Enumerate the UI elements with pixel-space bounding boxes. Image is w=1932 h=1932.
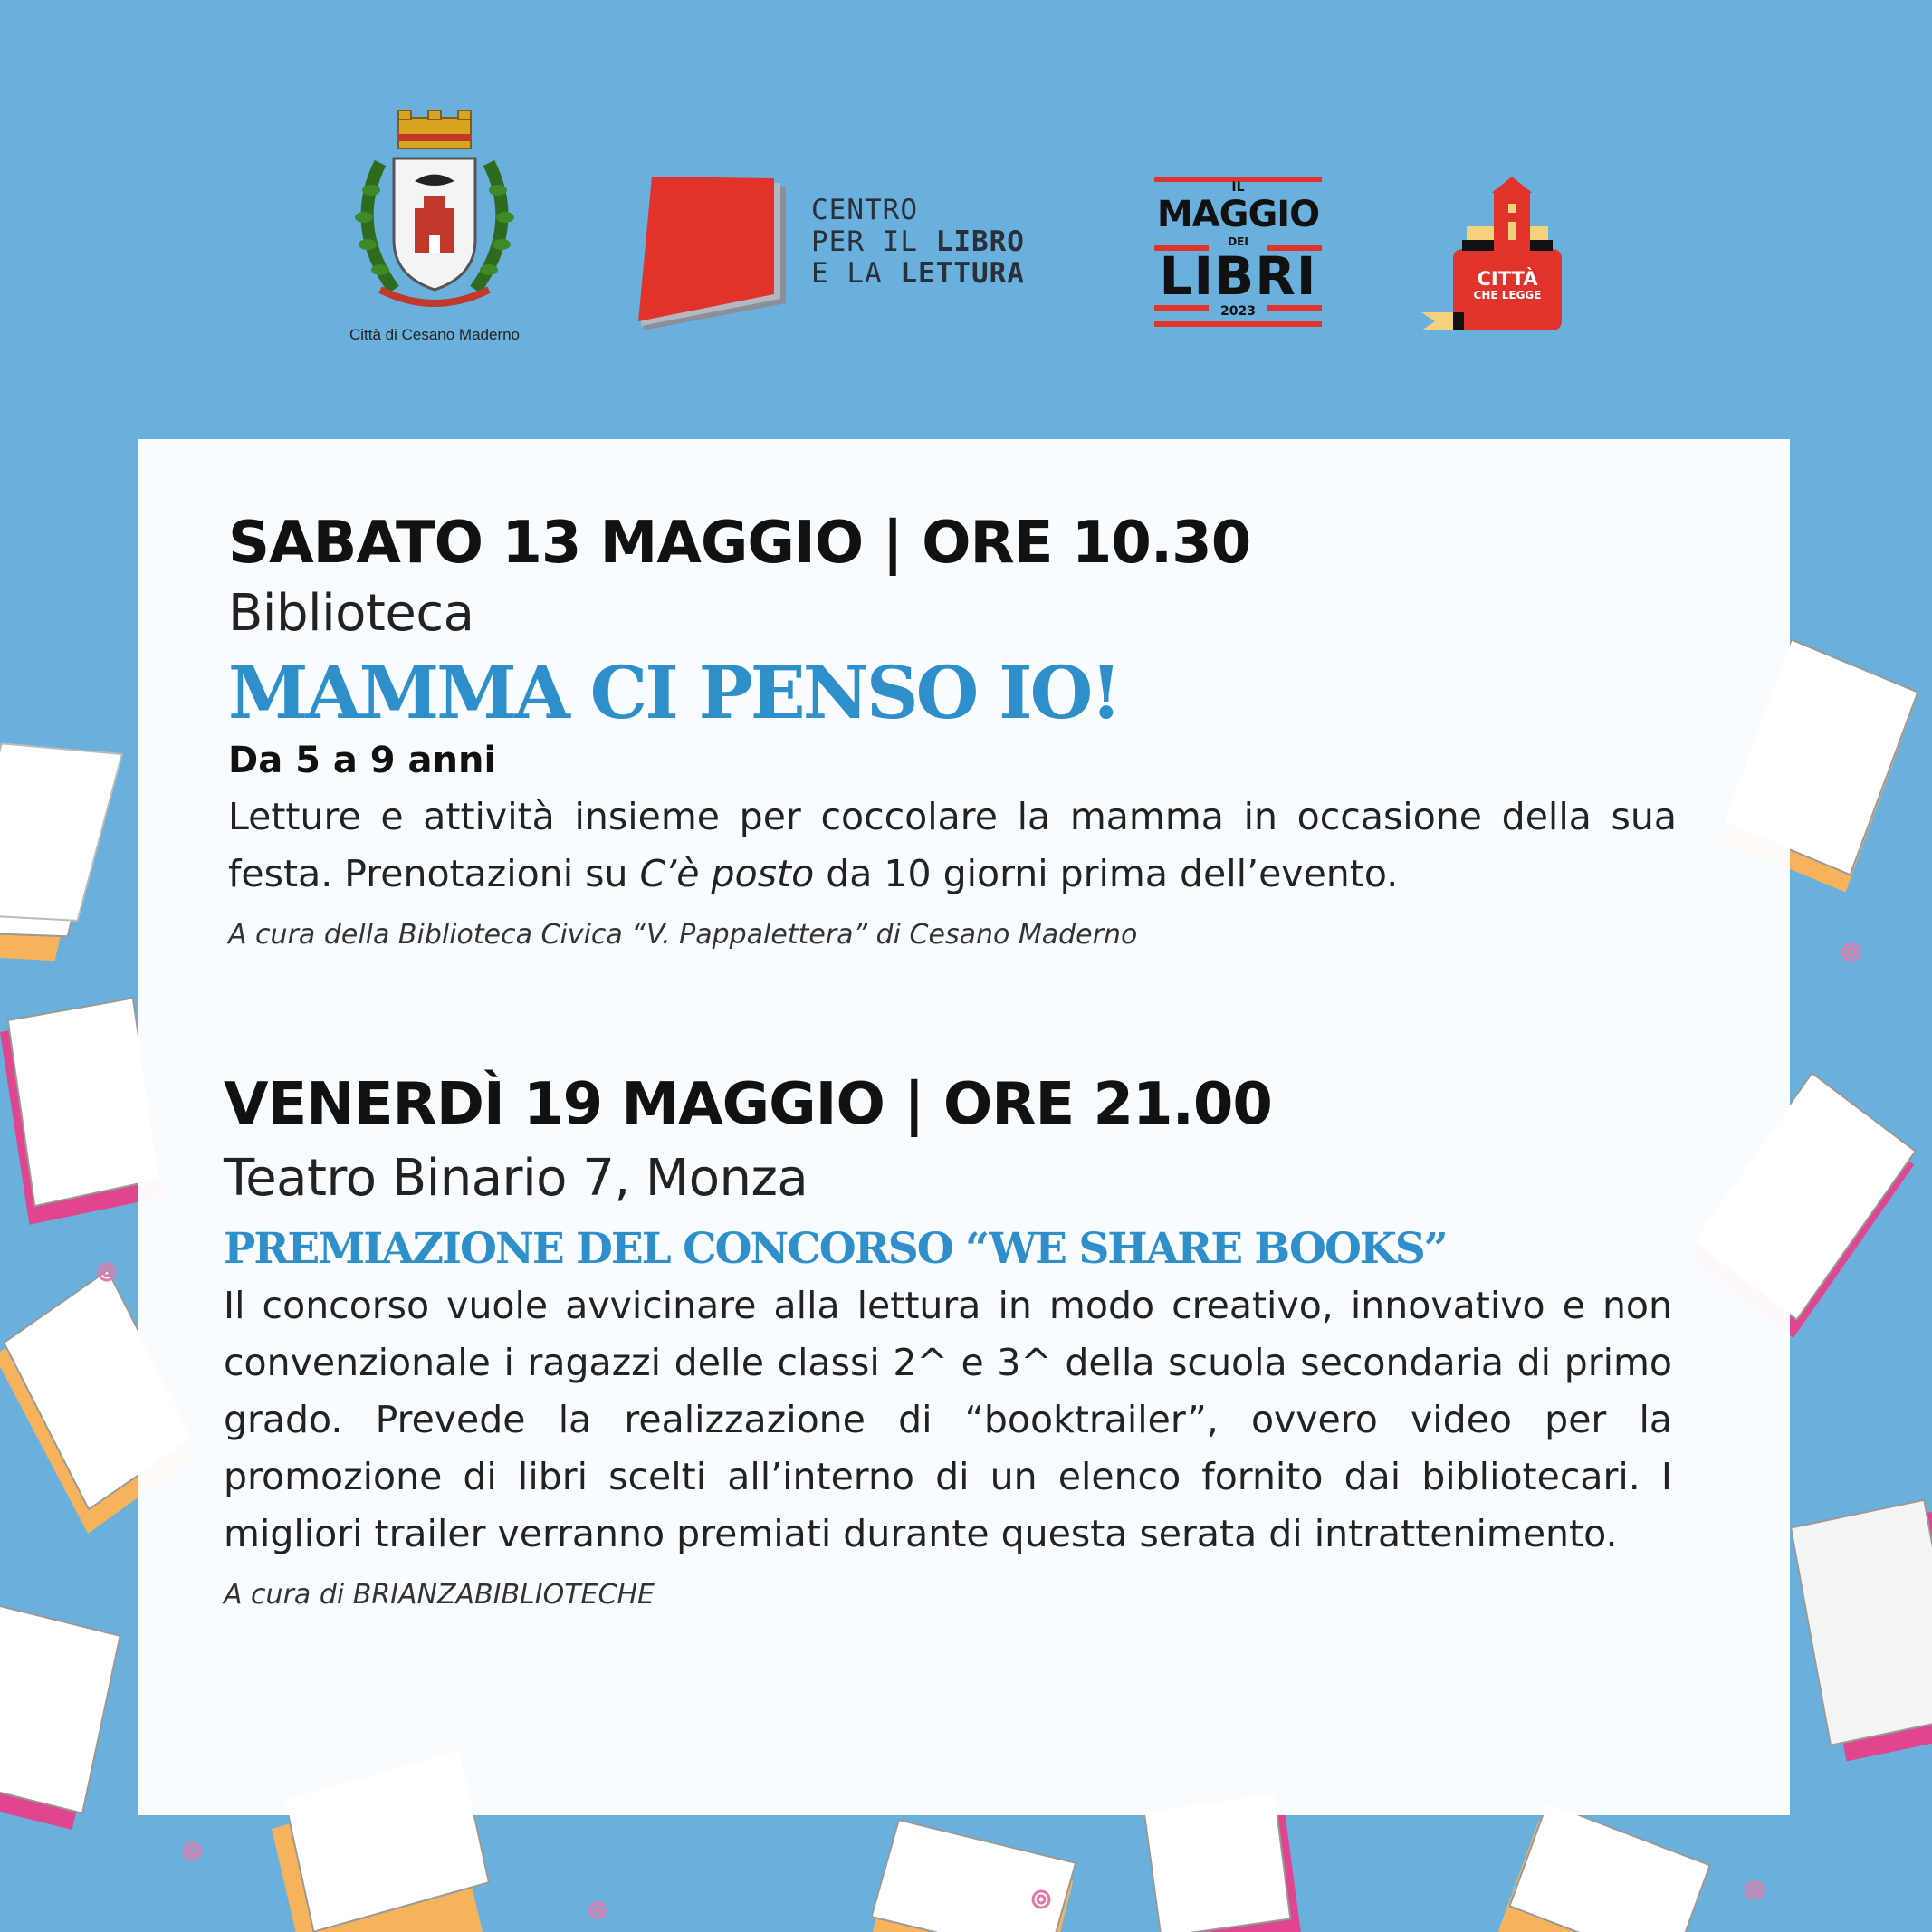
centro-line3: E LA LETTURA bbox=[811, 257, 1025, 290]
book-icon bbox=[0, 706, 130, 998]
maggio-text bbox=[1154, 177, 1322, 320]
book-icon bbox=[0, 1601, 121, 1832]
event-1-age: Da 5 a 9 anni bbox=[228, 740, 497, 781]
event-2-date: VENERDÌ 19 MAGGIO | ORE 21.00 bbox=[224, 1071, 1272, 1138]
event-1-credit: A cura della Biblioteca Civica “V. Pappalettera” di Cesano Maderno bbox=[228, 919, 1138, 951]
red-book-icon bbox=[634, 167, 806, 335]
event-1-place: Biblioteca bbox=[228, 584, 474, 643]
event-1-title: MAMMA CI PENSO IO! bbox=[228, 650, 1120, 735]
maggio-dei-libri-logo bbox=[1154, 177, 1322, 330]
event-1-description: Letture e attività insieme per coccolare la mamma in occasione della sua festa. Prenotazioni su C’è posto da 10 giorni prima dell’evento. bbox=[228, 795, 1677, 895]
maggio-libri: LIBRI bbox=[1159, 245, 1317, 307]
centro-line2: PER IL LIBRO bbox=[811, 225, 1025, 258]
event-2-title: PREMIAZIONE DEL CONCORSO “WE SHARE BOOKS” bbox=[224, 1224, 1447, 1274]
maggio-il: IL bbox=[1231, 180, 1245, 195]
book-icon bbox=[863, 1818, 1078, 1932]
crest-caption: Città di Cesano Maderno bbox=[349, 326, 521, 343]
citta-book-icon bbox=[1421, 177, 1566, 335]
logos-row bbox=[0, 0, 1932, 416]
events-card bbox=[138, 439, 1790, 1815]
centro-text bbox=[811, 195, 1025, 290]
event-1 bbox=[228, 510, 1695, 951]
maggio-dei: DEI bbox=[1228, 235, 1248, 248]
book-icon bbox=[1790, 1497, 1932, 1765]
cesano-maderno-crest-logo bbox=[344, 109, 525, 353]
centro-libro-lettura-logo bbox=[634, 167, 1068, 335]
centro-line1: CENTRO bbox=[811, 194, 918, 226]
maggio-year: 2023 bbox=[1220, 304, 1256, 319]
citta-word: CITTÀ bbox=[1477, 268, 1538, 290]
citta-che-legge-logo bbox=[1421, 177, 1566, 335]
book-icon bbox=[1489, 1798, 1716, 1932]
event-2-description: Il concorso vuole avvicinare alla lettura in modo creativo, innovativo e non convenzionale i ragazzi delle classi 2^ e 3^ della scuola secondaria di primo grado. Prevede la realizzazione di “booktrailer”, ovvero video per la promozione di libri scelti all’interno di un elenco fornito dai bibliotecari. I migliori trailer verranno premiati durante questa serata di intrattenimento. bbox=[224, 1284, 1672, 1555]
maggio-word: MAGGIO bbox=[1156, 194, 1320, 235]
event-2 bbox=[224, 1071, 1690, 1611]
event-2-credit: A cura di BRIANZABIBLIOTECHE bbox=[224, 1579, 655, 1611]
crest-icon bbox=[344, 109, 525, 317]
event-2-place: Teatro Binario 7, Monza bbox=[224, 1149, 808, 1208]
citta-sub: CHE LEGGE bbox=[1473, 289, 1542, 301]
event-1-date: SABATO 13 MAGGIO | ORE 10.30 bbox=[228, 510, 1251, 577]
cè-posto-link-text: C’è posto bbox=[639, 852, 815, 895]
